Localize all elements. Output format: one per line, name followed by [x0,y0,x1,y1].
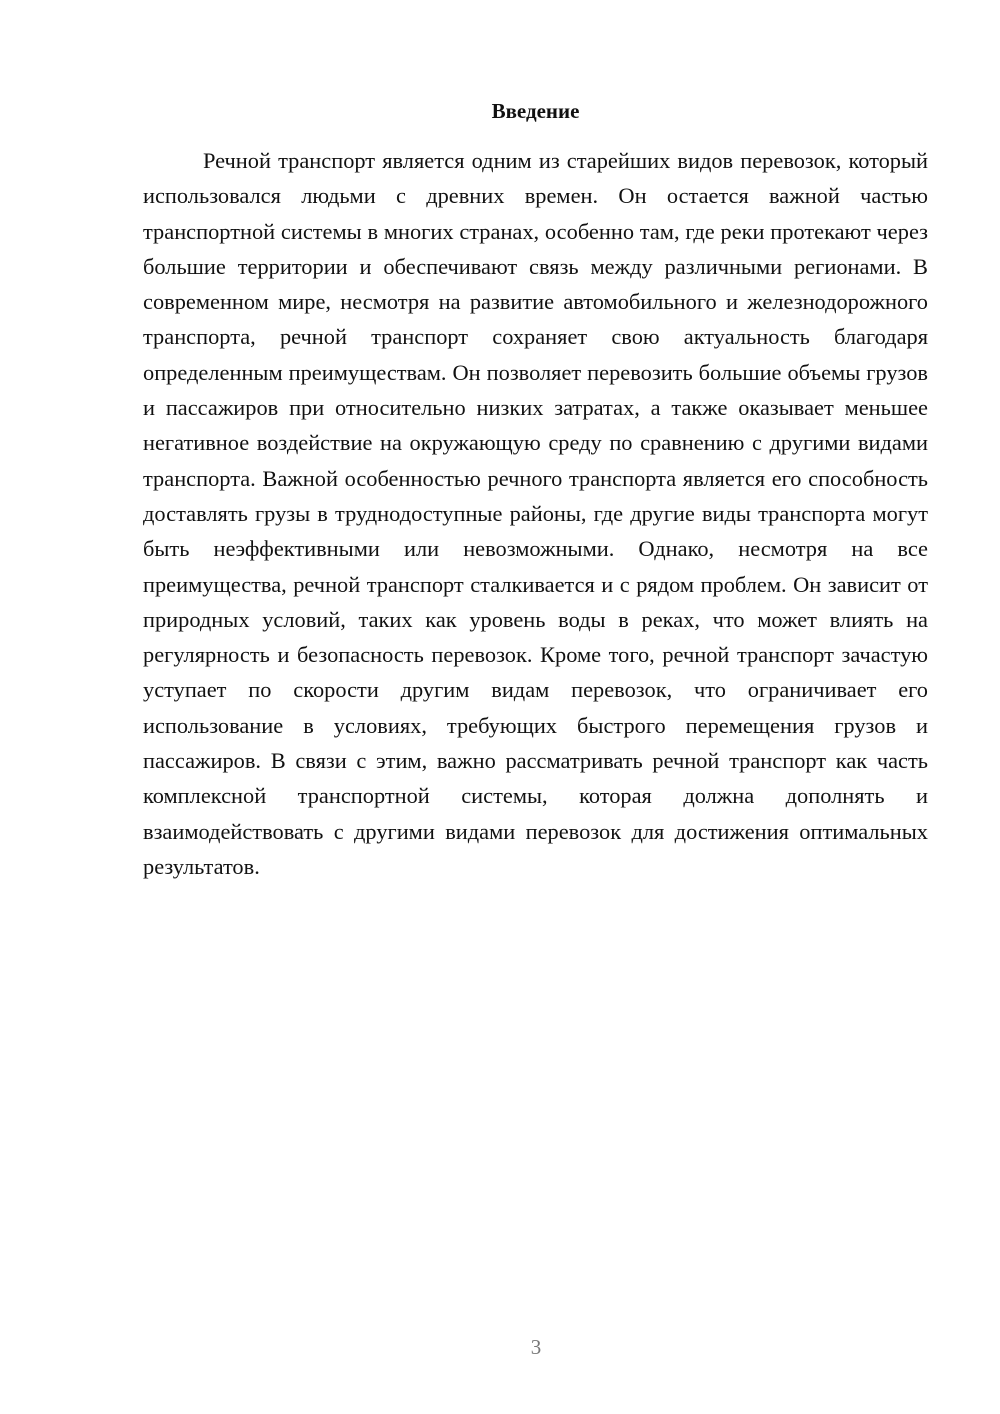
section-heading: Введение [491,99,580,123]
body-paragraph: Речной транспорт является одним из старейших видов перевозок, который использовался людьми с древних времен. Он остается важной частью транспортной системы в многих странах, особенно там, где реки протекают через большие территории и обеспечивают связь между различными регионами. В современном мире, несмотря на развитие автомобильного и железнодорожного транспорта, речной транспорт сохраняет свою актуальность благодаря определенным преимуществам. Он позволяет перевозить большие объемы грузов и пассажиров при относительно низких затратах, а также оказывает меньшее негативное воздействие на окружающую среду по сравнению с другими видами транспорта. Важной особенностью речного транспорта является его способность доставлять грузы в труднодоступные районы, где другие виды транспорта могут быть неэффективными или невозможными. Однако, несмотря на все преимущества, речной транспорт сталкивается и с рядом проблем. Он зависит от природных условий, таких как уровень воды в реках, что может влиять на регулярность и безопасность перевозок. Кроме того, речной транспорт зачастую уступает по скорости другим видам перевозок, что ограничивает его использование в условиях, требующих быстрого перемещения грузов и пассажиров. В связи с этим, важно рассматривать речной транспорт как часть комплексной транспортной системы, которая должна дополнять и взаимодействовать с другими видами перевозок для достижения оптимальных результатов. [143,148,928,879]
page-number: 3 [530,1335,542,1359]
